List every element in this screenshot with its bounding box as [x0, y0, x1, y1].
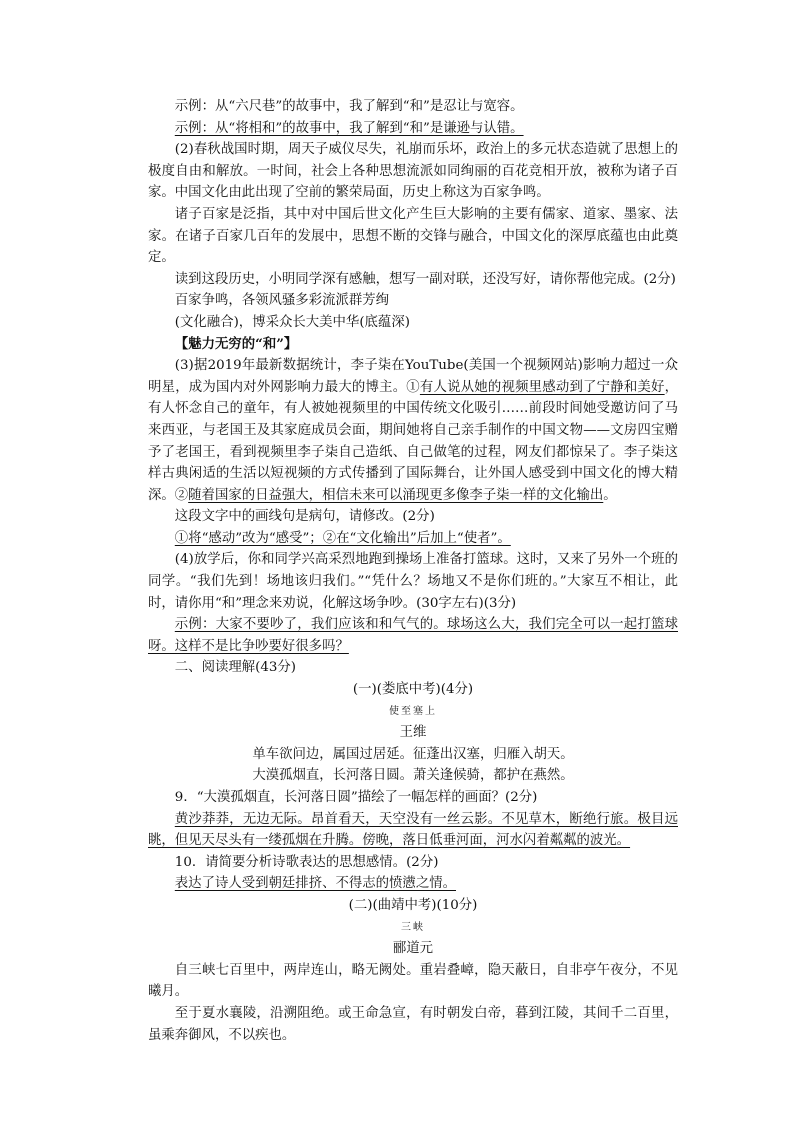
- question-9-answer: 黄沙莽莽，无边无际。昂首看天，天空没有一丝云影。不见草木，断绝行旅。极目远眺，但见天尽头有一缕孤烟在升腾。傍晚，落日低垂河面，河水闪着粼粼的波光。: [148, 811, 678, 849]
- document-page: [148, 96, 678, 1046]
- essay-author: 郦道元: [392, 941, 434, 957]
- essay-paragraph-2: 至于夏水襄陵，沿溯阻绝。或王命急宣，有时朝发白帝，暮到江陵，其间千二百里，虽乘奔御风，不以疾也。: [148, 1005, 678, 1043]
- example-answer-1: 示例：从“六尺巷”的故事中，我了解到“和”是忍让与宽容。: [174, 99, 524, 114]
- question-3-passage: [148, 355, 678, 506]
- poem-author: 王维: [399, 725, 427, 741]
- question-10-prompt: 10．请简要分析诗歌表达的思想感情。(2分): [174, 854, 439, 870]
- question-3-prompt: 这段文字中的画线句是病句，请修改。(2分): [174, 509, 435, 525]
- passage-text: ，有人怀念自己的童年，有人被她视频里的中国传统文化吸引……前段时间她受邀访问了马来西亚，与老国王及其家庭成员会面，期间她将自己亲手制作的中国文物——文房四宝赠予了老国王，看到视频里李子柒自己造纸、自己做笔的过程，网友们都惊呆了。李子柒这样古典闲适的生活以短视频的方式传播到了国际舞台，让外国人感受到中国文化的博大精深。②: [148, 379, 679, 503]
- question-3-answer: ①将“感动”改为“感受”；②在“文化输出”后加上“使者”。: [174, 530, 511, 546]
- question-4-answer: 示例：大家不要吵了，我们应该和和气气的。球场这么大，我们完全可以一起打篮球呀。这样不是比争吵要好很多吗？: [148, 617, 678, 654]
- subsection-title-1: (一)(娄底中考)(4分): [352, 682, 474, 698]
- question-2-prompt: 读到这段历史，小明同学深有感触，想写一副对联，还没写好，请你帮他完成。(2分): [174, 271, 676, 287]
- question-2-passage: (2)春秋战国时期，周天子威仪尽失，礼崩而乐坏，政治上的多元状态造就了思想上的极度自由和解放。一时间，社会上各种思想流派如同绚丽的百花竞相开放，被称为诸子百家。中国文化由此出现了空前的繁荣局面，历史上称这为百家争鸣。: [148, 142, 678, 201]
- underlined-sentence-2: 随着国家的日益强大，相信未来可以涌现更多像李子柒一样的文化输出: [188, 487, 604, 503]
- part-two-heading: 二、阅读理解(43分): [174, 660, 297, 676]
- section-heading: 【魅力无穷的“和”】: [174, 335, 298, 352]
- couplet-line-2: (文化融合)，博采众长大美中华(底蕴深): [174, 314, 410, 330]
- question-10-answer: 表达了诗人受到朝廷排挤、不得志的愤懑之情。: [174, 876, 456, 892]
- couplet-line-1: 百家争鸣，各领风骚多彩流派群芳绚: [174, 293, 390, 309]
- subsection-title-2: (二)(曲靖中考)(10分): [348, 897, 478, 913]
- passage-paragraph: 诸子百家是泛指，其中对中国后世文化产生巨大影响的主要有儒家、道家、墨家、法家。在诸子百家几百年的发展中，思想不断的交锋与融合，中国文化的深厚底蕴也由此奠定。: [148, 206, 678, 266]
- essay-paragraph-1: 自三峡七百里中，两岸连山，略无阙处。重岩叠嶂，隐天蔽日，自非亭午夜分，不见曦月。: [148, 962, 678, 1000]
- poem-line-1: 单车欲问边，属国过居延。征蓬出汉塞，归雁入胡天。: [252, 746, 574, 762]
- question-4-prompt: (4)放学后，你和同学兴高采烈地跑到操场上准备打篮球。这时，又来了另外一个班的同学。“我们先到！场地该归我们。”“凭什么？场地又不是你们班的。”大家互不相让，此时，请你用“和”理念来劝说，化解这场争吵。(30字左右)(3分): [148, 552, 678, 611]
- underlined-sentence-1: 有人说从她的视频里感动到了宁静和美好: [419, 379, 665, 395]
- question-9-prompt: 9．“大漠孤烟直，长河落日圆”描绘了一幅怎样的画面？(2分): [174, 790, 538, 805]
- poem-line-2: 大漠孤烟直，长河落日圆。萧关逢候骑，都护在燕然。: [252, 768, 574, 784]
- poem-title: 使至塞上: [389, 705, 437, 717]
- passage-text: (3)据2019年最新数据统计，李子柒在YouTube(美国一个视频网站)影响力超过一众明星，成为国内对外网影响力最大的博主。①: [148, 358, 678, 395]
- passage-text: 。: [603, 487, 617, 503]
- example-answer-2: 示例：从“将相和”的故事中，我了解到“和”是谦逊与认错。: [174, 120, 524, 136]
- essay-title: 三峡: [401, 921, 425, 933]
